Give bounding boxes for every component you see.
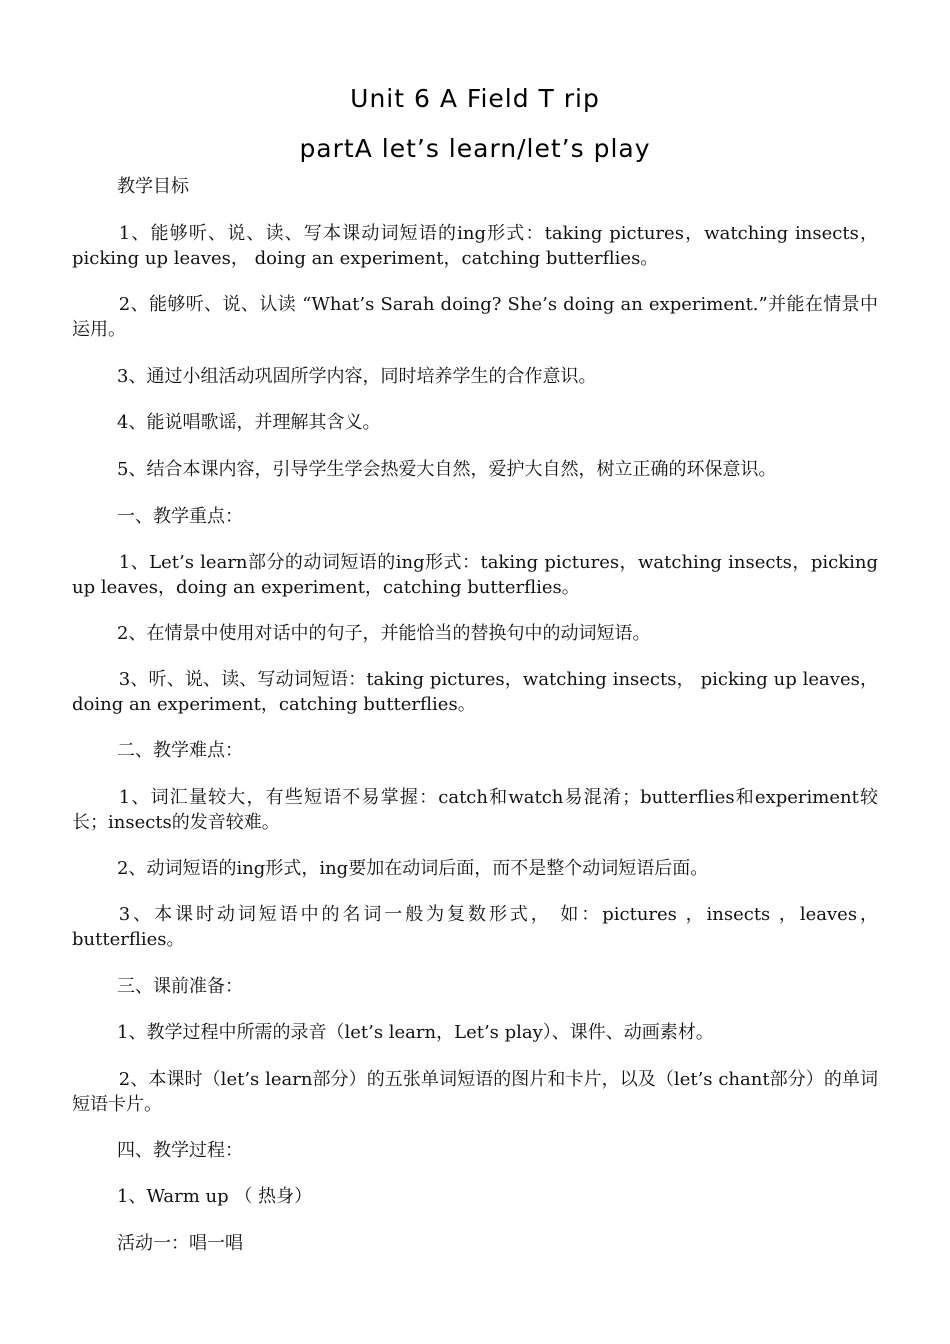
section-heading-key-points: 一、教学重点：: [117, 506, 243, 527]
objective-2: 2、能够听、说、认读 “What’s Sarah doing? She’s doing an experiment.”并能在情景中运用。: [72, 294, 878, 340]
objective-4: 4、能说唱歌谣，并理解其含义。: [117, 412, 381, 433]
section-heading-difficulties: 二、教学难点：: [117, 740, 243, 761]
document-title: Unit 6 A Field T rip: [350, 84, 600, 113]
preparation-1: 1、教学过程中所需的录音（let’s learn，Let’s play）、课件、动画素材。: [117, 1022, 714, 1043]
key-point-3: 3、听、说、读、写动词短语：taking pictures，watching insects， picking up leaves， doing an experiment，catching butterflies。: [72, 669, 878, 715]
objective-3: 3、通过小组活动巩固所学内容，同时培养学生的合作意识。: [117, 366, 597, 387]
activity-1: 活动一：唱一唱: [117, 1233, 243, 1254]
difficulty-1: 1、词汇量较大，有些短语不易掌握：catch和watch易混淆；butterflies和experiment较长；insects的发音较难。: [72, 787, 878, 833]
objective-5: 5、结合本课内容，引导学生学会热爱大自然，爱护大自然，树立正确的环保意识。: [117, 459, 777, 480]
objective-1: 1、能够听、说、读、写本课动词短语的ing形式：taking pictures，watching insects， picking up leaves， doing an experiment，catching butterflies。: [72, 223, 878, 269]
difficulty-3: 3、本课时动词短语中的名词一般为复数形式， 如：pictures ，insects ，leaves，butterflies。: [72, 904, 878, 950]
section-heading-objectives: 教学目标: [117, 176, 189, 197]
document-subtitle: partA let’s learn/let’s play: [299, 134, 651, 163]
key-point-1: 1、Let’s learn部分的动词短语的ing形式：taking pictures，watching insects，picking up leaves，doing an experiment，catching butterflies。: [72, 552, 878, 598]
key-point-2: 2、在情景中使用对话中的句子，并能恰当的替换句中的动词短语。: [117, 623, 651, 644]
difficulty-2: 2、动词短语的ing形式，ing要加在动词后面，而不是整个动词短语后面。: [117, 858, 709, 879]
preparation-2: 2、本课时（let’s learn部分）的五张单词短语的图片和卡片，以及（let’s chant部分）的单词短语卡片。: [72, 1069, 878, 1115]
section-heading-process: 四、教学过程：: [117, 1140, 243, 1161]
section-heading-preparation: 三、课前准备：: [117, 976, 243, 997]
process-step-1: 1、Warm up （ 热身）: [117, 1186, 313, 1207]
